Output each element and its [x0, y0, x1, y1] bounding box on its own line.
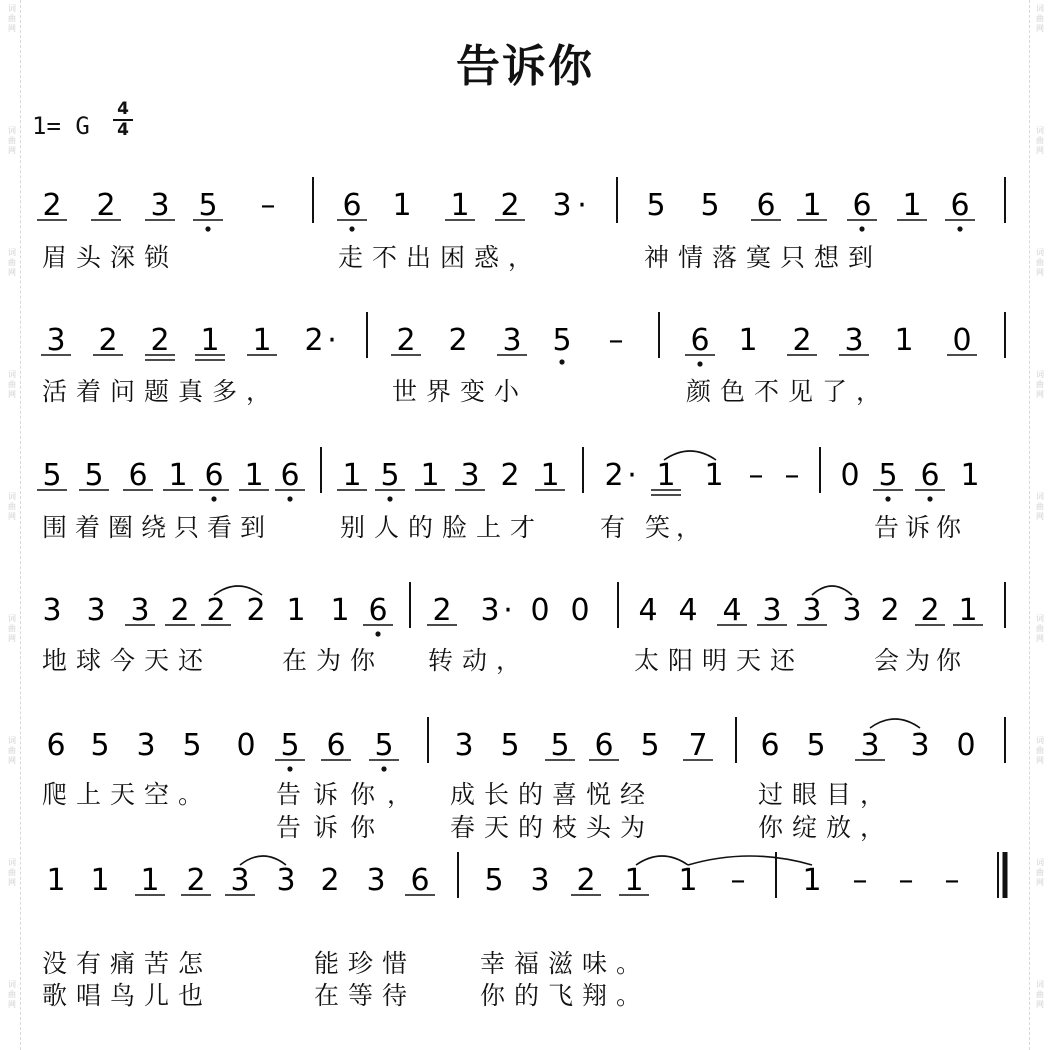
- low-octave-dot: [287, 766, 292, 771]
- note: 3: [276, 863, 296, 898]
- lyric-line: 没有痛苦怎: [42, 949, 213, 978]
- watermark-text: 词 曲 网: [8, 980, 16, 1009]
- note: 2: [432, 593, 452, 628]
- note: 1: [738, 323, 758, 358]
- note: 1: [540, 458, 560, 493]
- low-octave-dot: [205, 226, 210, 231]
- low-octave-dot: [559, 359, 564, 364]
- low-octave-dot: [927, 496, 932, 501]
- note: 1: [330, 593, 350, 628]
- note: 5: [380, 458, 400, 493]
- note: 2: [170, 593, 190, 628]
- lyric-line: 告诉你: [874, 513, 968, 542]
- key-signature: 1= G: [32, 112, 90, 140]
- note: 5: [280, 728, 300, 763]
- note: 5: [198, 188, 218, 223]
- note: –: [898, 863, 914, 898]
- note: 3: [454, 728, 474, 763]
- note: 6: [690, 323, 710, 358]
- note: 1: [252, 323, 272, 358]
- time-signature-numerator: 4: [117, 99, 129, 119]
- note: 3: [130, 593, 150, 628]
- note: 1: [342, 458, 362, 493]
- note: 2: [500, 458, 520, 493]
- note: 6: [756, 188, 776, 223]
- watermark-text: 词 曲 网: [8, 370, 16, 399]
- watermark-text: 词 曲 网: [1036, 736, 1044, 765]
- note: 5: [374, 728, 394, 763]
- watermark-text: 词 曲 网: [1036, 126, 1044, 155]
- note: 6: [128, 458, 148, 493]
- note: 3: [910, 728, 930, 763]
- note: 3: [480, 593, 500, 628]
- note: 4: [638, 593, 658, 628]
- note: 5: [806, 728, 826, 763]
- note: 0: [570, 593, 590, 628]
- lyric-line: 眉头深锁: [42, 243, 179, 272]
- lyric-line: 幸福滋味。: [480, 949, 651, 978]
- lyric-line: 活着问题真多，: [42, 377, 281, 406]
- note: 1: [90, 863, 110, 898]
- note: 7: [688, 728, 708, 763]
- time-signature-denominator: 4: [113, 119, 133, 140]
- note: 6: [280, 458, 300, 493]
- watermark-text: 词 曲 网: [1036, 492, 1044, 521]
- lyric-line: 别人的脸上才: [340, 513, 545, 542]
- note: 2: [604, 458, 624, 493]
- tie-arc: [870, 719, 920, 728]
- lyric-line: 爬上天空。: [42, 780, 213, 809]
- note: ·: [577, 188, 587, 223]
- note: 1: [392, 188, 412, 223]
- note: 1: [902, 188, 922, 223]
- watermark-text: 词 曲 网: [8, 736, 16, 765]
- lyric-line: 会为你: [874, 646, 968, 675]
- lyric-line: 有 笑，: [600, 513, 707, 542]
- lyric-line-second-verse: 你的飞翔。: [480, 981, 651, 1010]
- note: 1: [624, 863, 644, 898]
- note: 3: [136, 728, 156, 763]
- low-octave-dot: [697, 361, 702, 366]
- low-octave-dot: [211, 496, 216, 501]
- note: 1: [960, 458, 980, 493]
- watermark-text: 词 曲 网: [1036, 614, 1044, 643]
- low-octave-dot: [381, 766, 386, 771]
- watermark-text: 词 曲 网: [8, 614, 16, 643]
- note: 6: [204, 458, 224, 493]
- lyric-line: 告诉你，: [276, 780, 425, 809]
- note: –: [784, 458, 800, 493]
- note: 2: [42, 188, 62, 223]
- watermark-text: 词 曲 网: [8, 858, 16, 887]
- note: 3: [42, 593, 62, 628]
- note: 3: [366, 863, 386, 898]
- note: 1: [450, 188, 470, 223]
- note: 5: [484, 863, 504, 898]
- note: 3: [844, 323, 864, 358]
- watermark-text: 词 曲 网: [8, 126, 16, 155]
- low-octave-dot: [387, 496, 392, 501]
- note: 1: [244, 458, 264, 493]
- note: 5: [550, 728, 570, 763]
- watermark-text: 词 曲 网: [1036, 858, 1044, 887]
- note: 2: [792, 323, 812, 358]
- note: 2: [246, 593, 266, 628]
- note: 1: [420, 458, 440, 493]
- note: 0: [530, 593, 550, 628]
- watermark-text: 词 曲 网: [1036, 980, 1044, 1009]
- note: 1: [46, 863, 66, 898]
- note: 3: [86, 593, 106, 628]
- lyric-line: 颜色不见了，: [686, 377, 891, 406]
- note: 1: [958, 593, 978, 628]
- song-title: 告诉你: [456, 41, 594, 92]
- watermark-text: 词 曲 网: [1036, 4, 1044, 33]
- low-octave-dot: [885, 496, 890, 501]
- note: 3: [230, 863, 250, 898]
- low-octave-dot: [375, 631, 380, 636]
- note: 5: [640, 728, 660, 763]
- lyric-line-second-verse: 告诉你: [276, 813, 388, 842]
- note: 3: [552, 188, 572, 223]
- note: 2: [150, 323, 170, 358]
- lyric-line: 围着圈绕只看到: [42, 513, 274, 542]
- lyric-line: 在为你: [282, 646, 385, 675]
- lyric-line: 转动，: [428, 646, 531, 675]
- note: 3: [802, 593, 822, 628]
- note: 3: [502, 323, 522, 358]
- note: 3: [762, 593, 782, 628]
- lyric-line-second-verse: 在等待: [314, 981, 417, 1010]
- note: 1: [802, 863, 822, 898]
- note: ·: [627, 458, 637, 493]
- note: 2: [396, 323, 416, 358]
- note: 0: [840, 458, 860, 493]
- note: ·: [503, 593, 513, 628]
- note: 3: [530, 863, 550, 898]
- note: 2: [920, 593, 940, 628]
- note: 0: [956, 728, 976, 763]
- note: 5: [500, 728, 520, 763]
- note: 2: [304, 323, 324, 358]
- note: 0: [236, 728, 256, 763]
- note: 6: [920, 458, 940, 493]
- low-octave-dot: [957, 226, 962, 231]
- note: ·: [327, 323, 337, 358]
- note: 6: [594, 728, 614, 763]
- note: –: [730, 863, 746, 898]
- lyric-line: 世界变小: [392, 377, 529, 406]
- note: 3: [842, 593, 862, 628]
- lyric-line: 走不出困惑，: [338, 243, 543, 272]
- note: 6: [410, 863, 430, 898]
- note: 2: [576, 863, 596, 898]
- note: 2: [206, 593, 226, 628]
- note: 2: [448, 323, 468, 358]
- note: 1: [286, 593, 306, 628]
- lyric-line: 地球今天还: [42, 646, 213, 675]
- lyric-line-second-verse: 你绽放，: [758, 813, 895, 842]
- note: 1: [894, 323, 914, 358]
- note: 3: [860, 728, 880, 763]
- note: 3: [460, 458, 480, 493]
- tie-arc: [688, 856, 812, 865]
- lyric-line: 太阳明天还: [634, 646, 805, 675]
- note: 2: [500, 188, 520, 223]
- note: 2: [98, 323, 118, 358]
- note: 1: [140, 863, 160, 898]
- lyric-line-second-verse: 歌唱鸟儿也: [42, 981, 213, 1010]
- low-octave-dot: [349, 226, 354, 231]
- note: 1: [656, 458, 676, 493]
- note: 5: [182, 728, 202, 763]
- note: 3: [150, 188, 170, 223]
- note: 4: [722, 593, 742, 628]
- note: 5: [700, 188, 720, 223]
- note: 6: [342, 188, 362, 223]
- note: 6: [852, 188, 872, 223]
- note: –: [852, 863, 868, 898]
- note: 6: [760, 728, 780, 763]
- note: 5: [42, 458, 62, 493]
- note: 6: [46, 728, 66, 763]
- low-octave-dot: [287, 496, 292, 501]
- note: 1: [168, 458, 188, 493]
- note: –: [260, 188, 276, 223]
- note: 3: [46, 323, 66, 358]
- watermark-text: 词 曲 网: [8, 248, 16, 277]
- watermark-text: 词 曲 网: [1036, 248, 1044, 277]
- note: 2: [186, 863, 206, 898]
- watermark-text: 词 曲 网: [8, 492, 16, 521]
- note: 5: [84, 458, 104, 493]
- lyric-line-second-verse: 春天的枝头为: [450, 813, 655, 842]
- watermark-text: 词 曲 网: [1036, 370, 1044, 399]
- note: 5: [878, 458, 898, 493]
- note: 2: [96, 188, 116, 223]
- note: 2: [320, 863, 340, 898]
- note: 2: [880, 593, 900, 628]
- lyric-line: 神情落寞只想到: [644, 243, 883, 272]
- lyric-line: 过眼目，: [758, 780, 895, 809]
- note: 1: [704, 458, 724, 493]
- note: 0: [952, 323, 972, 358]
- note: 6: [950, 188, 970, 223]
- note: –: [944, 863, 960, 898]
- note: 1: [802, 188, 822, 223]
- note: 6: [368, 593, 388, 628]
- note: 1: [678, 863, 698, 898]
- low-octave-dot: [859, 226, 864, 231]
- note: –: [608, 323, 624, 358]
- note: 1: [200, 323, 220, 358]
- note: –: [748, 458, 764, 493]
- note: 5: [552, 323, 572, 358]
- note: 4: [678, 593, 698, 628]
- lyric-line: 成长的喜悦经: [450, 780, 655, 809]
- note: 6: [326, 728, 346, 763]
- lyric-line: 能珍惜: [314, 949, 417, 978]
- note: 5: [90, 728, 110, 763]
- note: 5: [646, 188, 666, 223]
- watermark-text: 词 曲 网: [8, 4, 16, 33]
